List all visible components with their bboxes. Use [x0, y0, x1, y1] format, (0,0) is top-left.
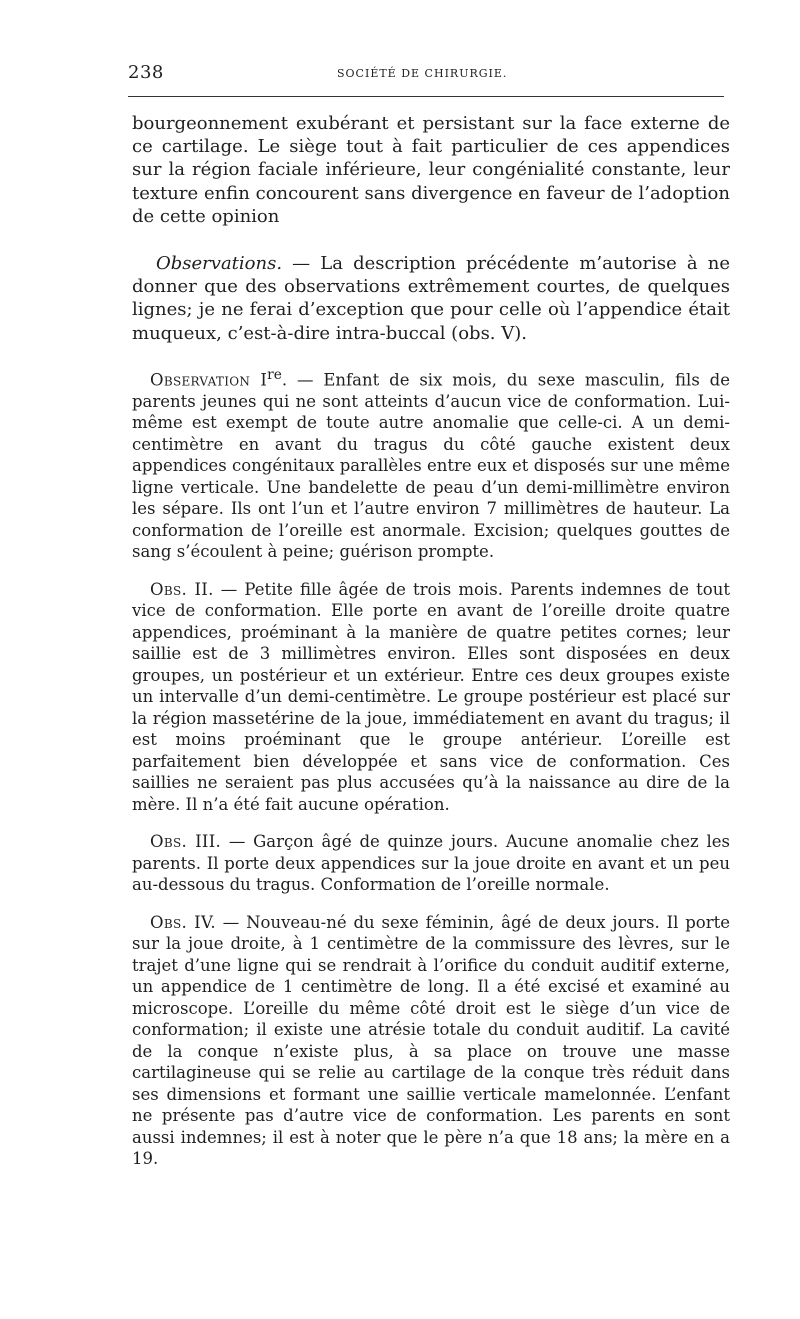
page-header	[128, 62, 724, 86]
observation-4-text: — Nouveau-né du sexe féminin, âgé de deux jours. Il porte sur la joue droite, à 1 centimètre de la commissure des lèvres, sur le trajet d’une ligne qui se rendrait à l’orifice du conduit auditif externe, un appendice de 1 centimètre de long. Il a été excisé et examiné au microscope. L’oreille du même côté droit est le siège d’un vice de conformation; il existe une atrésie totale du conduit auditif. La cavité de la conque n’existe plus, à sa place on trouve une masse cartilagineuse qui se relie au cartilage de la conque très réduit dans ses dimensions et formant une saillie verticale mamelonnée. L’enfant ne présente pas d’autre vice de conformation. Les parents en sont aussi indemnes; il est à noter que le père n’a que 18 ans; la mère en a 19.	[132, 912, 731, 1169]
header-rule	[128, 96, 724, 97]
observation-3	[132, 831, 730, 896]
page-number: 238	[128, 62, 164, 83]
observation-2-lead: Obs. II.	[150, 579, 214, 599]
running-head: SOCIÉTÉ DE CHIRURGIE.	[337, 67, 508, 80]
observation-1-superscript: re	[267, 366, 282, 383]
observation-1-text: . — Enfant de six mois, du sexe masculin, fils de parents jeunes qui ne sont atteints d’aucun vice de conformation. Lui-même est exempt de toute autre anomalie que celle-ci. A un demi-centimètre en avant du tragus du côté gauche existent deux appendices congénitaux parallèles entre eux et disposés sur une même ligne verticale. Une bandelette de peau d’un demi-millimètre environ les sépare. Ils ont l’un et l’autre environ 7 millimètres de hauteur. La conformation de l’oreille est anormale. Excision; quelques gouttes de sang s’écoulent à peine; guérison prompte.	[132, 370, 730, 562]
observation-1	[132, 365, 730, 563]
observation-3-lead: Obs. III.	[150, 832, 222, 852]
observation-4	[132, 912, 730, 1170]
observations-intro-text: — La description précédente m’autorise à ne donner que des observations extrêmement courtes, de quelques lignes; je ne ferai d’exception que pour celle où l’appendice était muqueux, c’est-à-dire intra-buccal (obs. V).	[132, 253, 730, 344]
page-body	[132, 112, 730, 1186]
observations-heading: Observations.	[156, 253, 283, 275]
observation-1-lead: Observation I	[150, 370, 268, 390]
observation-2	[132, 579, 730, 816]
observation-3-text: — Garçon âgé de quinze jours. Aucune anomalie chez les parents. Il porte deux appendices sur la joue droite en avant et un peu au-dessous du tragus. Conformation de l’oreille normale.	[132, 832, 731, 895]
observation-2-text: — Petite fille âgée de trois mois. Parents indemnes de tout vice de conformation. Elle porte en avant de l’oreille droite quatre appendices, proéminant à la manière de quatre petites cornes; leur saillie est de 3 millimètres environ. Elles sont disposées en deux groupes, un postérieur et un extérieur. Entre ces deux groupes existe un intervalle d’un demi-centimètre. Le groupe postérieur est placé sur la région massetérine de la joue, immédiatement en avant du tragus; il est moins proéminant que le groupe antérieur. L’oreille est parfaitement bien développée et sans vice de conformation. Ces saillies ne seraient pas plus accusées qu’à la naissance au dire de la mère. Il n’a été fait aucune opération.	[132, 579, 730, 814]
paragraph-continuation: bourgeonnement exubérant et persistant sur la face externe de ce cartilage. Le siège tout à fait particulier de ces appendices sur la région faciale inférieure, leur congénialité constante, leur texture enfin concourent sans divergence en faveur de l’adoption de cette opinion	[132, 113, 730, 227]
observation-4-lead: Obs. IV.	[150, 912, 216, 932]
paragraph-observations-intro	[132, 252, 730, 345]
